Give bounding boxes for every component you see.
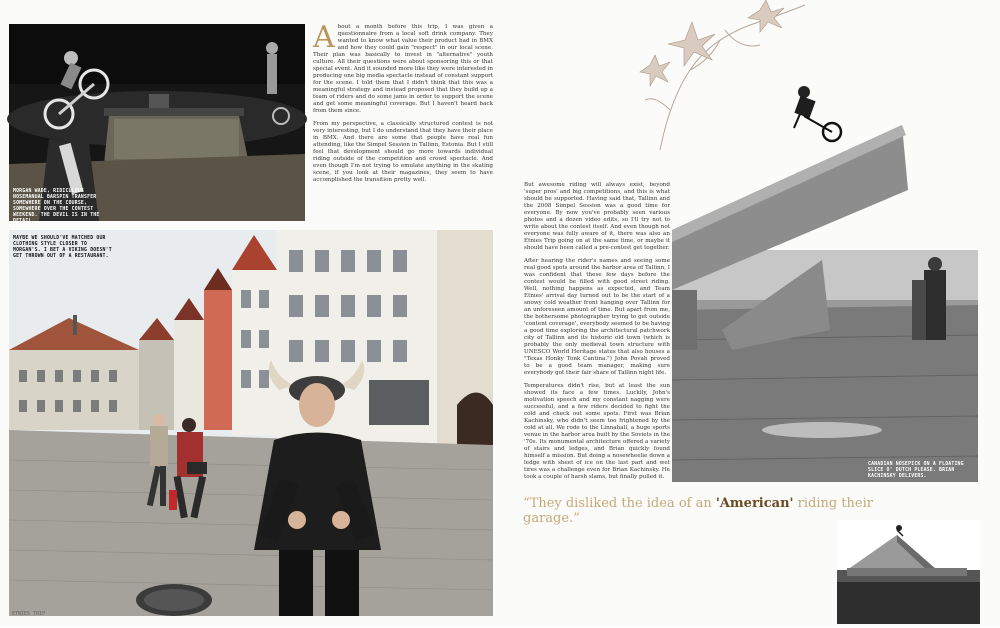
linnahall-photo	[837, 520, 980, 624]
pull-quote	[523, 496, 923, 526]
article-paragraph: bout a month before this trip, I was given a questionnaire from a local soft drink company. They wanted to know what value their product had in BMX and how they could gain "respect" in our local scene. Their plan was basically to invest in "alternative" youth culture. All their questions were about sponsoring this or that special event. And it sounded more like they were interested in producing one big media spectacle instead of constant support for the scene. I told them that I didn't think that this was a meaningful strategy and instead proposed that they build up a team of riders and do some jams in order to support the scene and get some meaningful coverage. But I haven't heard back from them since.	[313, 24, 493, 114]
page-folio: ETNIES TRIP	[12, 611, 46, 617]
article-column-1	[313, 20, 493, 224]
article-paragraph: Temperatures didn't rise, but at least the sun showed its face a few times. Luckily, John's motivation speech and my constant nagging were successful, and a few riders decided to fight the cold and check out some spots. First was Brian Kachinsky, who didn't seem too frightened by the cold at all. We rode to the Linnahall, a huge sports venue in the harbor area built by the Soviets in the '70s. Its monumental architecture offered a variety of stairs and ledges, and Brian quickly found himself a mission. But doing a nosewheelie down a ledge with sheet of ice on the last part and wet tires was a challenge even for Brian Kachinsky. He took a couple of harsh slams, but finally pulled it.	[524, 383, 670, 480]
street-photo-caption: MAYBE WE SHOULD'VE MATCHED OUR CLOTHING STYLE CLOSER TO MORGAN'S. I BET A VIKING DOESN'T GET THROWN OUT OF A RESTAURANT.	[13, 236, 112, 259]
ledge-photo	[672, 80, 978, 482]
article-paragraph: But awesome riding will always exist, beyond 'super pros' and big competitions, and this is what should be supported. Having said that, Tallinn and the 2008 Simpel Session was a good time for everyone. By now you've probably seen various photos and a dozen video edits, so I'll try not to write about the contest itself. And even though not everyone was fully aware of it, there was also an Etnies Trip going on at the same time, or maybe it should have been called a pre-contest get together.	[524, 182, 670, 251]
pull-quote-text-end: riding their garage.”	[523, 496, 873, 526]
linnahall-photo-art	[837, 520, 980, 624]
ledge-photo-art	[672, 80, 978, 482]
article-paragraph: From my perspective, a classically structured contest is not very interesting, but I do understand that they have their place in BMX. And there are some that people have real fun attending, like the Simpel Session in Tallinn, Estonia. But I still feel that development should go more towards individual riding outside of the competition and crowd spectacle. And even though I'm not trying to emulate anything in the skating scene, if you look at their magazines, they seem to have accomplished the transition pretty well.	[313, 121, 493, 183]
street-photo-art	[9, 230, 493, 616]
street-photo	[9, 230, 493, 616]
pull-quote-text: “They disliked the idea of an	[523, 496, 716, 511]
ledge-photo-caption: CANADIAN NOSEPICK ON A FLOATING SLICE O' DUTCH PLEASE. BRIAN KACHINSKY DELIVERS.	[868, 462, 964, 479]
left-page	[0, 0, 500, 626]
right-page	[500, 0, 1000, 626]
article-paragraph: After hearing the rider's names and seeing some real good spots around the harbor area of Tallinn, I was confident that these few days before the contest would be filled with good street riding. Well, nothing happens as expected, and Team Etnies' arrival day turned out to be the start of a snowy cold weather front hanging over Tallinn for an unforeseen amount of time. But apart from me, the bothersome photographer trying to get outside 'content coverage', everybody seemed to be having a good time exploring the architectural patchwork city of Tallinn and its historic old town (which is probably the only medieval town structure with UNESCO World Heritage status that also houses a "Texas Honky Tonk Cantina.") John Povah proved to be a good team manager, making sure everybody got their fair share of Tallinn night life.	[524, 258, 670, 376]
contest-photo	[9, 24, 305, 224]
article-column-2	[524, 182, 670, 482]
pull-quote-emphasis: 'American'	[715, 496, 794, 511]
contest-photo-caption: MORGAN WADE, RIDICULOUS NOSEMANUAL BARSPIN TRANSFER SOMEWHERE ON THE COURSE, SOMEWHERE OVER THE CONTEST WEEKEND. THE DEVIL IS IN THE DETAIL.	[13, 189, 100, 224]
drop-cap: A	[313, 20, 335, 55]
